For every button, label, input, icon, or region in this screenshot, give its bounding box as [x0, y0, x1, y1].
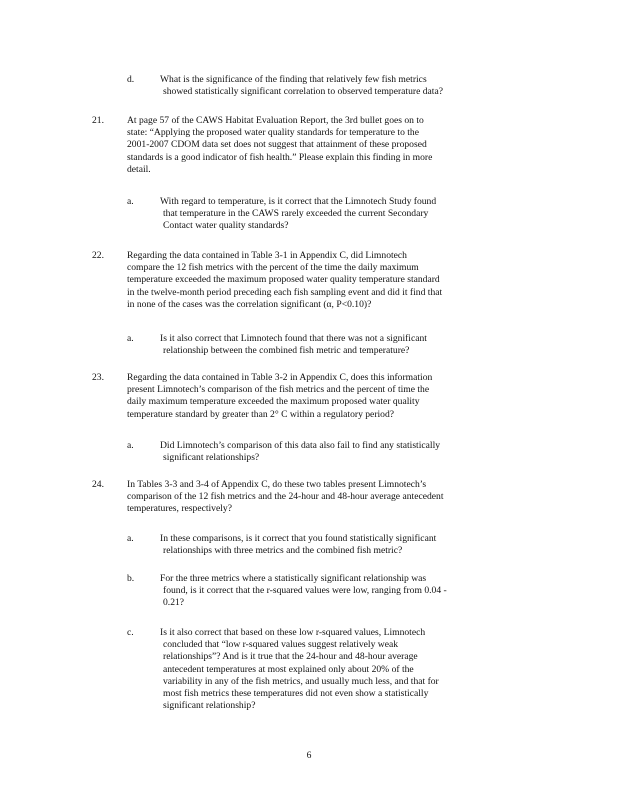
text-line: relationships”? And is it true that the 24-hour and 48-hour average	[163, 651, 418, 663]
text-line: variability in any of the fish metrics, and usually much less, and that for	[163, 675, 439, 687]
text-line: 0.21?	[163, 597, 185, 609]
question-24a-text	[160, 533, 512, 557]
question-21a-text	[160, 196, 512, 233]
text-line: in none of the cases was the correlation significant (α, P<0.10)?	[127, 298, 372, 310]
text-line: temperature exceeded the maximum proposed water quality temperature standard	[127, 274, 440, 286]
text-line: comparison of the 12 fish metrics and the 24-hour and 48-hour average antecedent	[127, 491, 444, 503]
text-line: Regarding the data contained in Table 3-2 in Appendix C, does this information	[127, 372, 433, 383]
text-line: significant relationship?	[163, 700, 256, 712]
text-line: compare the 12 fish metrics with the percent of the time the daily maximum	[127, 262, 419, 274]
text-line: Did Limnotech’s comparison of this data also fail to find any statistically	[160, 440, 441, 451]
text-line: significant relationships?	[163, 452, 260, 464]
text-line: What is the significance of the finding that relatively few fish metrics	[160, 74, 427, 85]
question-23-text	[127, 372, 512, 421]
text-line: For the three metrics where a statistically significant relationship was	[160, 573, 427, 584]
question-22a-label: a.	[127, 333, 134, 344]
question-22a-text	[160, 333, 515, 357]
item-d-text	[160, 74, 512, 98]
question-21a-label: a.	[127, 196, 134, 207]
text-line: standards is a good indicator of fish health.” Please explain this finding in more	[127, 151, 433, 163]
text-line: antecedent temperatures at most explained only about 20% of the	[163, 663, 414, 675]
text-line: Is it also correct that Limnotech found that there was not a significant	[160, 333, 427, 344]
text-line: concluded that “low r-squared values suggest relatively weak	[163, 639, 399, 651]
text-line: in the twelve-month period preceding each fish sampling event and did it find that	[127, 286, 443, 298]
question-23-number: 23.	[92, 372, 104, 383]
text-line: found, is it correct that the r-squared values were low, ranging from 0.04 -	[163, 585, 447, 597]
text-line: Is it also correct that based on these low r-squared values, Limnotech	[160, 627, 426, 638]
page-number: 6	[306, 750, 312, 761]
question-21-text	[127, 115, 512, 176]
text-line: In Tables 3-3 and 3-4 of Appendix C, do these two tables present Limnotech’s	[127, 479, 427, 490]
text-line: daily maximum temperature exceeded the maximum proposed water quality	[127, 396, 420, 408]
text-line: showed statistically significant correlation to observed temperature data?	[163, 86, 443, 98]
text-line: most fish metrics these temperatures did not even show a statistically	[163, 688, 429, 700]
text-line: that temperature in the CAWS rarely exceeded the current Secondary	[163, 208, 429, 220]
question-24-number: 24.	[92, 479, 104, 490]
question-22-number: 22.	[92, 250, 104, 261]
text-line: With regard to temperature, is it correct that the Limnotech Study found	[160, 196, 437, 207]
text-line: temperature standard by greater than 2° C within a regulatory period?	[127, 408, 395, 420]
text-line: state: “Applying the proposed water quality standards for temperature to the	[127, 127, 419, 139]
question-24c-label: c.	[127, 627, 134, 638]
question-21-number: 21.	[92, 115, 104, 126]
text-line: In these comparisons, is it correct that you found statistically significant	[160, 533, 437, 544]
text-line: temperatures, respectively?	[127, 503, 232, 515]
question-24b-text	[160, 573, 520, 610]
text-line: At page 57 of the CAWS Habitat Evaluation Report, the 3rd bullet goes on to	[127, 115, 424, 126]
text-line: 2001-2007 CDOM data set does not suggest that attainment of these proposed	[127, 139, 427, 151]
text-line: present Limnotech’s comparison of the fish metrics and the percent of time the	[127, 384, 430, 396]
item-d-label: d.	[127, 74, 135, 85]
text-line: relationship between the combined fish metric and temperature?	[163, 345, 410, 357]
question-23a-text	[160, 440, 512, 464]
text-line: Regarding the data contained in Table 3-1 in Appendix C, did Limnotech	[127, 250, 407, 261]
question-23a-label: a.	[127, 440, 134, 451]
text-line: relationships with three metrics and the combined fish metric?	[163, 545, 403, 557]
text-line: Contact water quality standards?	[163, 220, 289, 232]
text-line: detail.	[127, 163, 151, 175]
question-22-text	[127, 250, 522, 311]
question-24c-text	[160, 627, 512, 712]
question-24-text	[127, 479, 512, 516]
question-24b-label: b.	[127, 573, 135, 584]
question-24a-label: a.	[127, 533, 134, 544]
